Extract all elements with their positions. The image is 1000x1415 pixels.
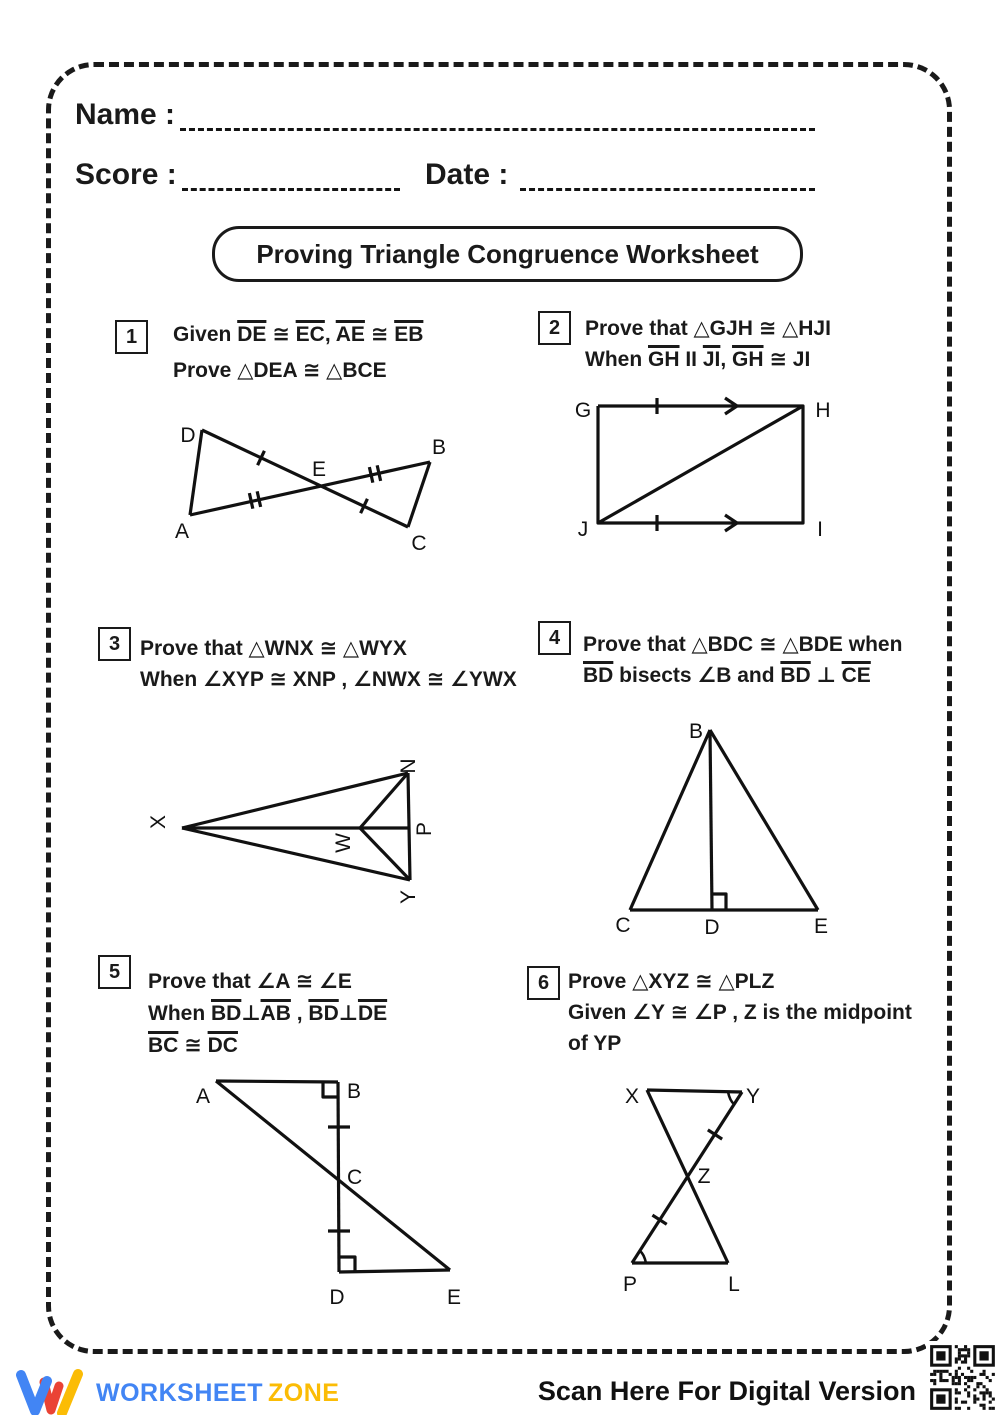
problem-3-number: 3 xyxy=(98,627,131,661)
problem-5-line-3: $\overline{BC}$ ≅ $\overline{DC}$ xyxy=(148,1034,238,1057)
vertex-label-J: J xyxy=(577,518,589,541)
problem-5-line-2: When $\overline{BD}\perp\overline{AB}$ , $\overline{BD}\perp\overline{DE}$ xyxy=(148,1002,388,1025)
problem-1-statement xyxy=(173,317,423,389)
problem-5-line-1: Prove that ∠A ≅ ∠E xyxy=(148,970,352,993)
problem-2-diagram xyxy=(560,390,960,560)
problem-1-number: 1 xyxy=(115,320,148,354)
worksheet-title-text: Proving Triangle Congruence Worksheet xyxy=(256,238,759,269)
vertex-label-Y: Y xyxy=(397,889,420,905)
problem-4-line-1: Prove that △BDC ≅ △BDE when xyxy=(583,633,903,656)
problem-2-number: 2 xyxy=(538,311,571,345)
date-label: Date : xyxy=(425,158,509,191)
score-label: Score : xyxy=(75,158,177,191)
problem-5-number: 5 xyxy=(98,955,131,989)
problem-3-line-2: When ∠XYP ≅ XNP , ∠NWX ≅ ∠YWX xyxy=(140,668,517,691)
vertex-label-Z: Z xyxy=(697,1165,711,1188)
scan-here-text: Scan Here For Digital Version xyxy=(537,1376,916,1406)
vertex-label-E: E xyxy=(813,915,829,938)
problem-6-line-2: Given ∠Y ≅ ∠P , Z is the midpoint xyxy=(568,1001,912,1024)
problem-5-diagram xyxy=(170,1060,480,1310)
problem-4-statement xyxy=(583,629,902,691)
vertex-label-C: C xyxy=(615,914,631,937)
problem-2-line-1: Prove that △GJH ≅ △HJI xyxy=(585,317,831,340)
vertex-label-G: G xyxy=(574,399,592,422)
vertex-label-A: A xyxy=(195,1085,211,1108)
problem-1-diagram xyxy=(130,410,480,585)
problem-2-statement xyxy=(585,313,831,375)
problem-4-diagram xyxy=(580,710,870,945)
problem-3-diagram xyxy=(140,735,460,925)
vertex-label-C: C xyxy=(347,1166,363,1189)
vertex-label-D: D xyxy=(704,916,720,939)
brand-zone: ZONE xyxy=(268,1379,340,1407)
vertex-label-I: I xyxy=(817,518,823,541)
name-fill-line xyxy=(180,100,815,131)
vertex-label-L: L xyxy=(728,1273,740,1296)
brand-worksheet: WORKSHEET xyxy=(96,1379,263,1407)
vertex-label-H: H xyxy=(815,399,831,422)
problem-6-line-1: Prove △XYZ ≅ △PLZ xyxy=(568,970,775,993)
vertex-label-E: E xyxy=(446,1286,462,1309)
vertex-label-X: X xyxy=(147,814,170,830)
date-fill-line xyxy=(520,160,815,191)
vertex-label-W: W xyxy=(332,833,355,853)
qr-code xyxy=(926,1341,1000,1415)
brand-text xyxy=(96,1379,339,1408)
vertex-label-B: B xyxy=(432,436,447,459)
vertex-label-X: X xyxy=(624,1085,640,1108)
vertex-label-Y: Y xyxy=(745,1085,761,1108)
score-fill-line xyxy=(182,160,400,191)
problem-1-line-1: Given $\overline{DE}$ ≅ $\overline{EC}$, $\overline{AE}$ ≅ $\overline{EB}$ xyxy=(173,323,424,346)
problem-6-statement xyxy=(568,966,912,1059)
problem-6-diagram xyxy=(600,1075,820,1310)
vertex-label-D: D xyxy=(329,1286,345,1309)
problem-3-line-1: Prove that △WNX ≅ △WYX xyxy=(140,637,407,660)
name-label: Name : xyxy=(75,98,176,131)
problem-2-line-2: When $\overline{GH}$ II $\overline{JI}$, $\overline{GH}$ ≅ JI xyxy=(585,348,811,371)
problem-3-statement xyxy=(140,633,517,695)
vertex-label-D: D xyxy=(180,424,196,447)
vertex-label-B: B xyxy=(688,720,704,743)
vertex-label-B: B xyxy=(347,1080,362,1103)
vertex-label-A: A xyxy=(174,520,190,543)
vertex-label-P: P xyxy=(622,1273,638,1296)
worksheetzone-logo-icon xyxy=(14,1368,94,1415)
worksheet-title xyxy=(212,226,803,282)
problem-4-number: 4 xyxy=(538,621,571,655)
vertex-label-E: E xyxy=(311,458,327,481)
vertex-label-P: P xyxy=(413,821,436,837)
vertex-label-C: C xyxy=(411,532,427,555)
vertex-label-N: N xyxy=(397,758,420,774)
problem-1-line-2: Prove △DEA ≅ △BCE xyxy=(173,359,387,382)
problem-6-number: 6 xyxy=(527,966,560,1000)
problem-6-line-3: of YP xyxy=(568,1032,622,1055)
problem-5-statement xyxy=(148,966,387,1062)
problem-4-line-2: $\overline{BD}$ bisects ∠B and $\overline{BD}$ ⊥ $\overline{CE}$ xyxy=(583,664,871,687)
